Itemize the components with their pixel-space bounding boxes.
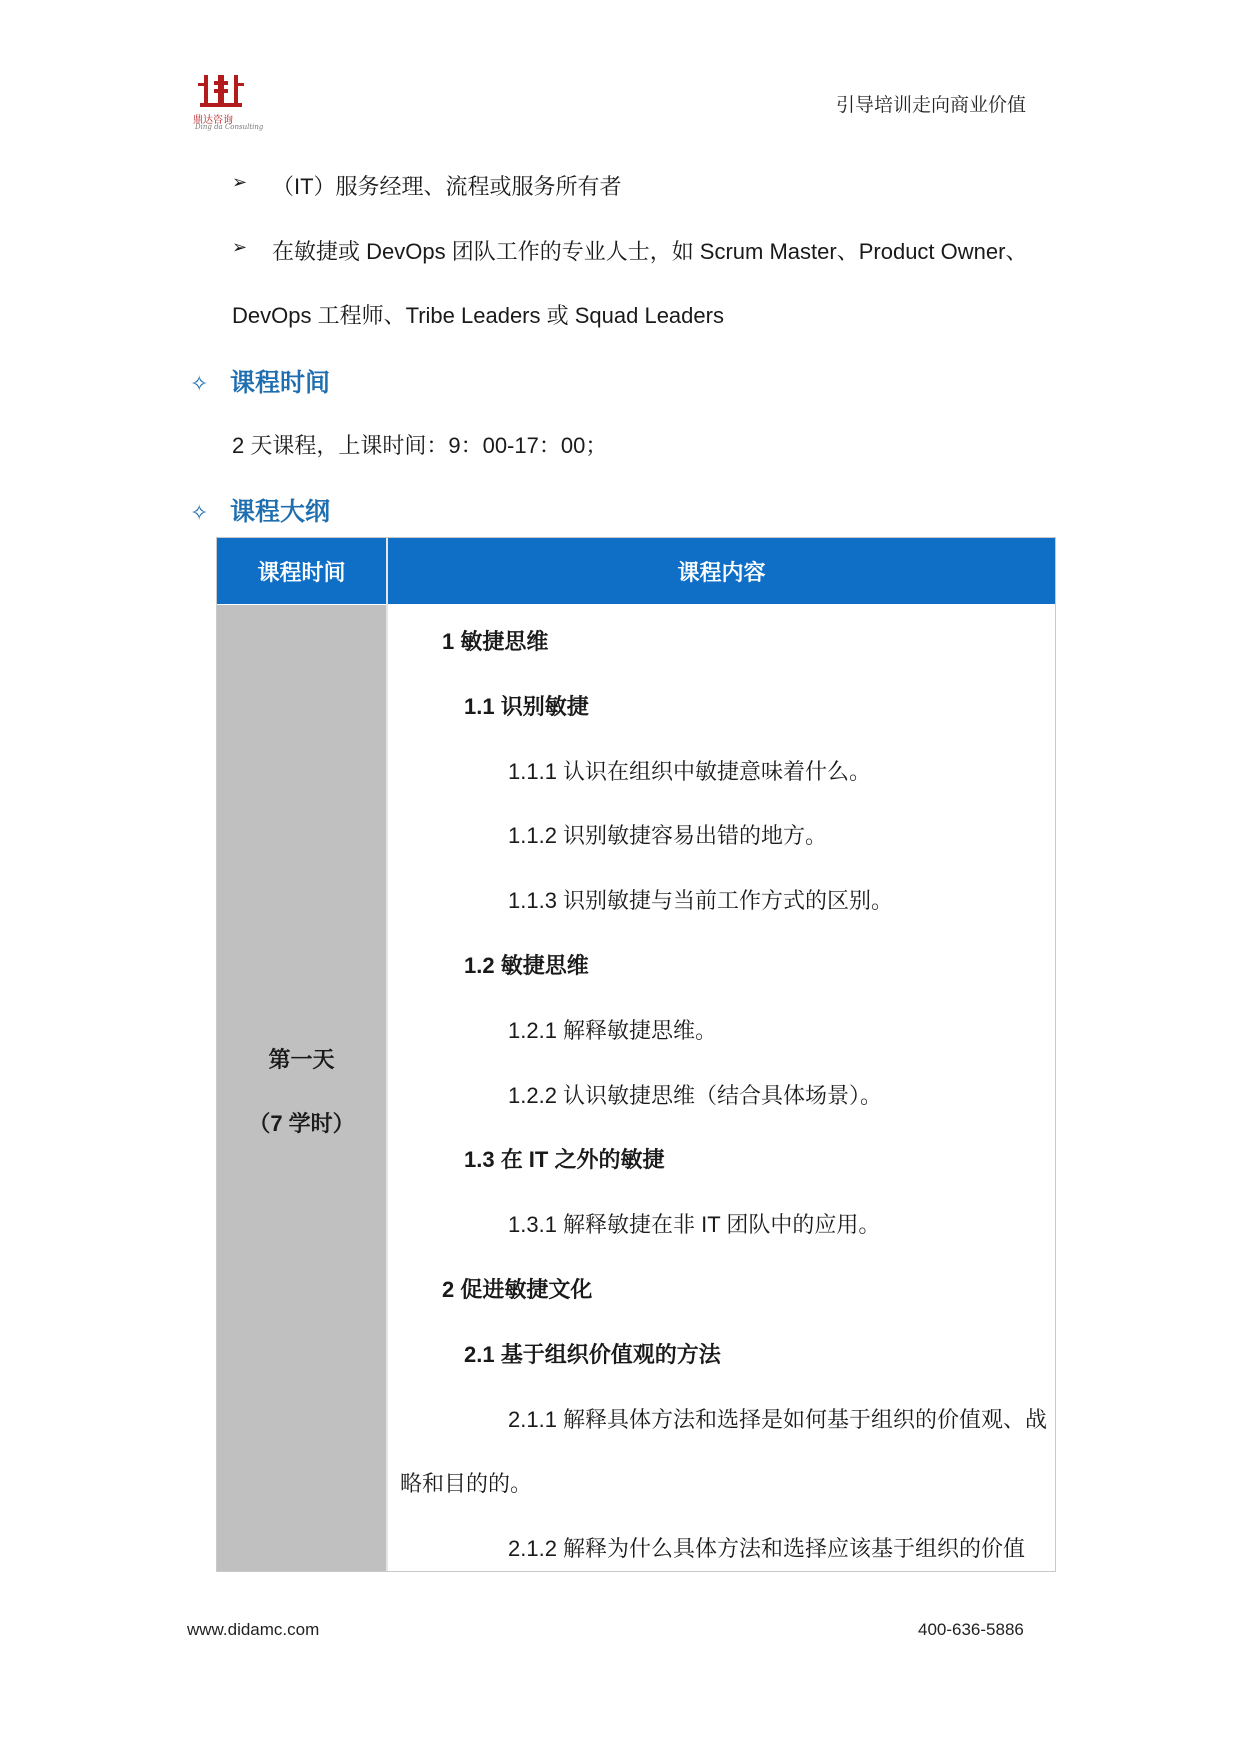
outline-item: 2.1.1 解释具体方法和选择是如何基于组织的价值观、战 (508, 1407, 1048, 1432)
outline-item: 1.1.1 认识在组织中敏捷意味着什么。 (508, 759, 872, 784)
outline-item: 略和目的的。 (400, 1471, 533, 1496)
bullet-text: 在敏捷或 DevOps 团队工作的专业人士，如 Scrum Master、Product Owner、 (272, 239, 1028, 264)
section-heading-outline (190, 492, 330, 528)
outline-item: 1 敏捷思维 (442, 629, 549, 654)
outline-item: 1.2 敏捷思维 (464, 953, 589, 978)
logo-text: 鼎达咨询 (193, 115, 233, 126)
bullet-continuation: DevOps 工程师、Tribe Leaders 或 Squad Leaders (232, 303, 724, 328)
footer-website: www.didamc.com (187, 1620, 320, 1639)
outline-item: 2.1.2 解释为什么具体方法和选择应该基于组织的价值 (508, 1536, 1026, 1561)
outline-table (216, 537, 1056, 1572)
outline-item: 1.2.1 解释敏捷思维。 (508, 1018, 718, 1043)
section-title: 课程大纲 (230, 498, 331, 526)
day-hours: （7 学时） (248, 1111, 355, 1136)
outline-item: 2.1 基于组织价值观的方法 (464, 1342, 721, 1367)
logo-emblem-icon (196, 73, 246, 113)
outline-item: 1.2.2 认识敏捷思维（结合具体场景）。 (508, 1083, 883, 1108)
table-header-content: 课程内容 (388, 538, 1055, 604)
page-header-title: 引导培训走向商业价值 (836, 95, 1027, 116)
arrow-bullet-icon: ➢ (232, 237, 248, 257)
section-title: 课程时间 (230, 369, 331, 397)
outline-item: 2 促进敏捷文化 (442, 1277, 593, 1302)
sparkle-icon: ✧ (190, 371, 209, 396)
course-time-text: 2 天课程，上课时间：9：00-17：00； (232, 433, 608, 458)
outline-item: 1.1.3 识别敏捷与当前工作方式的区别。 (508, 888, 894, 913)
sparkle-icon: ✧ (190, 500, 209, 525)
footer-phone: 400-636-5886 (918, 1620, 1024, 1639)
table-header-time: 课程时间 (217, 538, 386, 604)
outline-item: 1.1.2 识别敏捷容易出错的地方。 (508, 823, 828, 848)
day-column (217, 605, 386, 1571)
outline-item: 1.1 识别敏捷 (464, 694, 589, 719)
arrow-bullet-icon: ➢ (232, 172, 248, 192)
bullet-text: （IT）服务经理、流程或服务所有者 (272, 174, 622, 199)
section-heading-time (190, 363, 330, 399)
column-divider (386, 538, 388, 1571)
outline-item: 1.3.1 解释敏捷在非 IT 团队中的应用。 (508, 1212, 881, 1237)
outline-item: 1.3 在 IT 之外的敏捷 (464, 1147, 665, 1172)
day-label: 第一天 (268, 1047, 335, 1072)
logo-subtext: Ding da Consulting (195, 123, 264, 131)
